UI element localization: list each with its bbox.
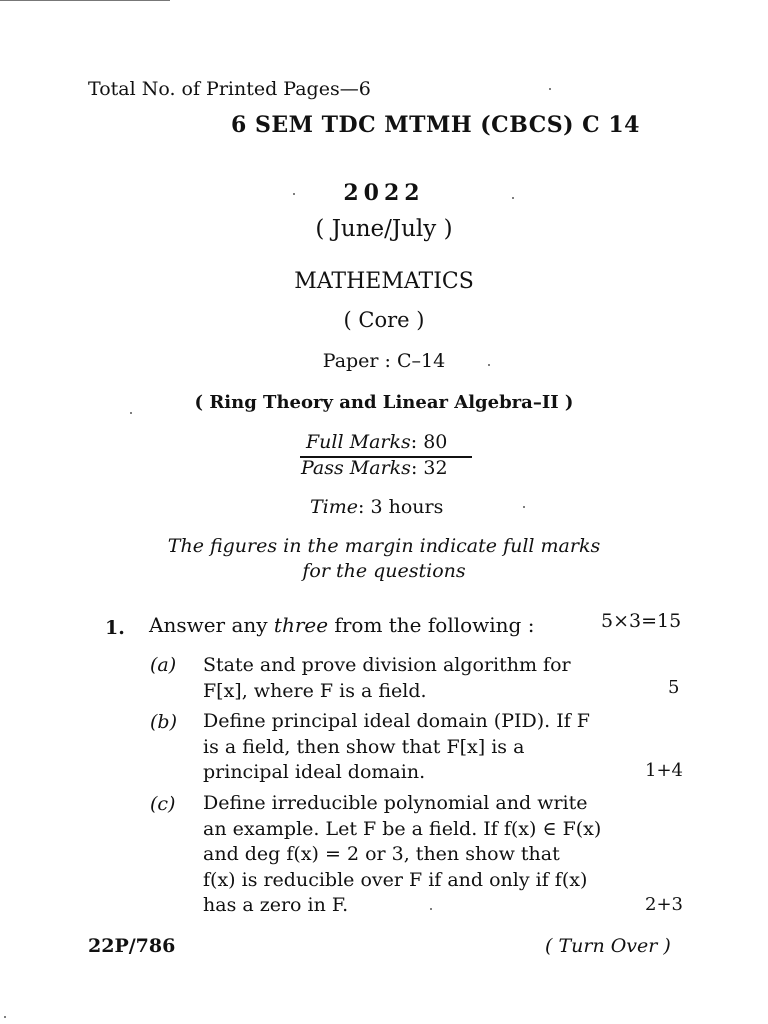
scan-speck <box>549 88 551 90</box>
exam-year: 2022 <box>343 180 425 206</box>
part-a-text <box>203 653 571 704</box>
part-a-marks: 5 <box>668 677 680 698</box>
part-c-line: has a zero in F. <box>203 894 349 916</box>
turn-over: ( Turn Over ) <box>545 935 671 957</box>
part-c-line: and deg f(x) = 2 or 3, then show that <box>203 843 560 865</box>
question-number: 1. <box>105 617 125 639</box>
exam-session: ( June/July ) <box>315 216 453 242</box>
time-value: : 3 hours <box>358 496 444 518</box>
scan-speck <box>430 908 432 910</box>
part-c-line: Define irreducible polynomial and write <box>203 792 588 814</box>
full-marks <box>306 431 447 453</box>
part-a-line: State and prove division algorithm for <box>203 654 571 676</box>
instruction-line-1: The figures in the margin indicate full marks <box>167 535 601 557</box>
prompt-emphasis: three <box>273 613 329 637</box>
subject-title: MATHEMATICS <box>294 269 474 294</box>
subject-category: ( Core ) <box>343 308 425 332</box>
part-b-line: principal ideal domain. <box>203 761 426 783</box>
prompt-text: Answer any <box>149 613 274 637</box>
instruction-line-2: for the questions <box>302 560 466 582</box>
full-marks-label: Full Marks <box>306 431 411 453</box>
scan-speck <box>4 1016 6 1018</box>
part-a-label: (a) <box>150 654 177 676</box>
part-c-line: f(x) is reducible over F if and only if f(x) <box>203 868 588 891</box>
total-pages: Total No. of Printed Pages—6 <box>88 78 371 100</box>
part-c-marks: 2+3 <box>645 894 683 915</box>
pass-marks <box>301 457 448 479</box>
exam-time <box>310 496 443 518</box>
paper-title: ( Ring Theory and Linear Algebra–II ) <box>194 392 574 413</box>
pass-marks-label: Pass Marks <box>301 457 411 479</box>
prompt-text-end: from the following : <box>328 613 535 637</box>
question-marks: 5×3=15 <box>601 610 682 632</box>
part-c-line: an example. Let F be a field. If f(x) ∈ F(x) <box>203 817 602 840</box>
part-a-line: F[x], where F is a field. <box>203 679 427 702</box>
part-c-text <box>203 791 601 919</box>
paper-code-footer: 22P/786 <box>88 935 176 957</box>
full-marks-value: : 80 <box>410 431 448 453</box>
part-b-text <box>203 709 590 786</box>
pass-marks-value: : 32 <box>410 457 448 479</box>
scan-speck <box>293 193 295 195</box>
course-code: 6 SEM TDC MTMH (CBCS) C 14 <box>231 112 640 138</box>
scan-speck <box>512 197 514 199</box>
part-b-line: Define principal ideal domain (PID). If F <box>203 710 590 732</box>
paper-code: Paper : C–14 <box>322 350 446 372</box>
time-label: Time <box>310 496 359 518</box>
part-c-label: (c) <box>150 793 176 815</box>
scan-speck <box>488 364 490 366</box>
part-b-marks: 1+4 <box>645 760 683 781</box>
part-b-label: (b) <box>150 711 177 733</box>
question-prompt <box>149 613 534 637</box>
part-b-line: is a field, then show that F[x] is a <box>203 735 525 758</box>
scan-speck <box>130 412 132 414</box>
top-rule <box>0 0 170 1</box>
scan-speck <box>523 506 525 508</box>
